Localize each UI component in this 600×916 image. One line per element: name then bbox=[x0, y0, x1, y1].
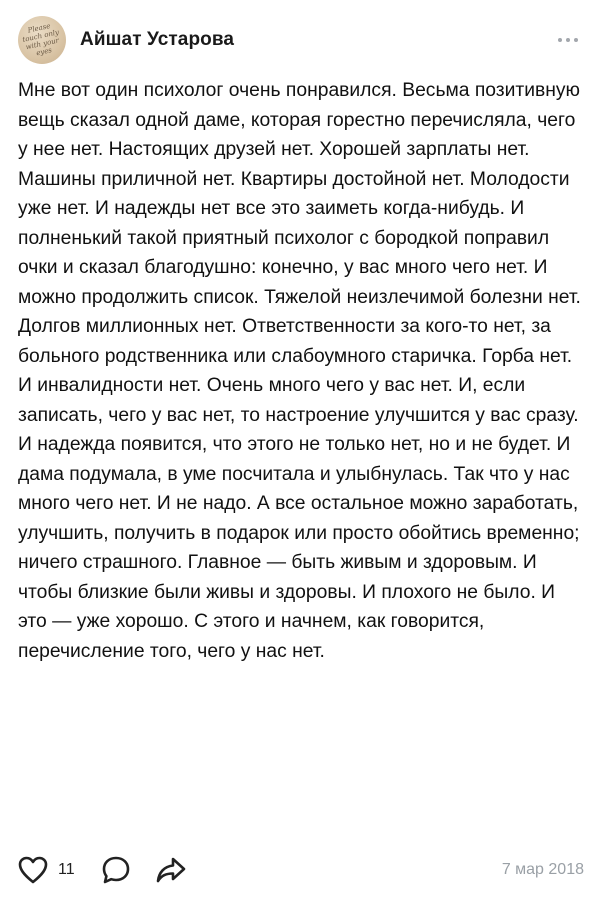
heart-icon bbox=[18, 856, 48, 884]
share-icon bbox=[155, 856, 187, 884]
like-button[interactable] bbox=[18, 856, 75, 884]
dot bbox=[566, 38, 570, 42]
post-text: Мне вот один психолог очень понравился. Весьма позитивную вещь сказал одной даме, которая горестно перечисляла, чего у нее нет. Настоящих друзей нет. Хорошей зарплаты нет. Машины приличной нет. Квартиры достойной нет. Молодости уже нет. И надежды нет все это заиметь когда-нибудь. И полненький такой приятный психолог с бородкой поправил очки и сказал благодушно: конечно, у вас много чего нет. И можно продолжить список. Тяжелой неизлечимой болезни нет. Долгов миллионных нет. Ответственности за кого-то нет, за больного родственника или слабоумного старичка. Горба нет. И инвалидности нет. Очень много чего у вас нет. И, если записать, чего у вас нет, то настроение улучшится у вас сразу. И надежда появится, что этого не только нет, но и не будет. И дама подумала, в уме посчитала и улыбнулась. Так что у нас много чего нет. И не надо. А все остальное можно заработать, улучшить, получить в подарок или просто обойтись временно; ничего страшного. Главное — быть живым и здоровым. И чтобы близкие были живы и здоровы. И плохого не было. И это — уже хорошо. С этого и начнем, как говорится, перечисление того, чего у нас нет. bbox=[18, 80, 581, 662]
like-count: 11 bbox=[58, 861, 75, 878]
author-name[interactable]: Айшат Устарова bbox=[80, 29, 235, 50]
dot bbox=[558, 38, 562, 42]
post-date: 7 мар 2018 bbox=[501, 861, 584, 878]
post-footer bbox=[18, 850, 584, 890]
comment-button[interactable] bbox=[101, 855, 131, 885]
share-button[interactable] bbox=[155, 856, 187, 884]
post-header bbox=[18, 14, 582, 66]
more-dots-icon[interactable] bbox=[554, 32, 582, 48]
avatar-icon: Please touch only with your eyes bbox=[22, 21, 61, 58]
dot bbox=[574, 38, 578, 42]
avatar[interactable] bbox=[18, 16, 66, 64]
comment-icon bbox=[101, 855, 131, 885]
